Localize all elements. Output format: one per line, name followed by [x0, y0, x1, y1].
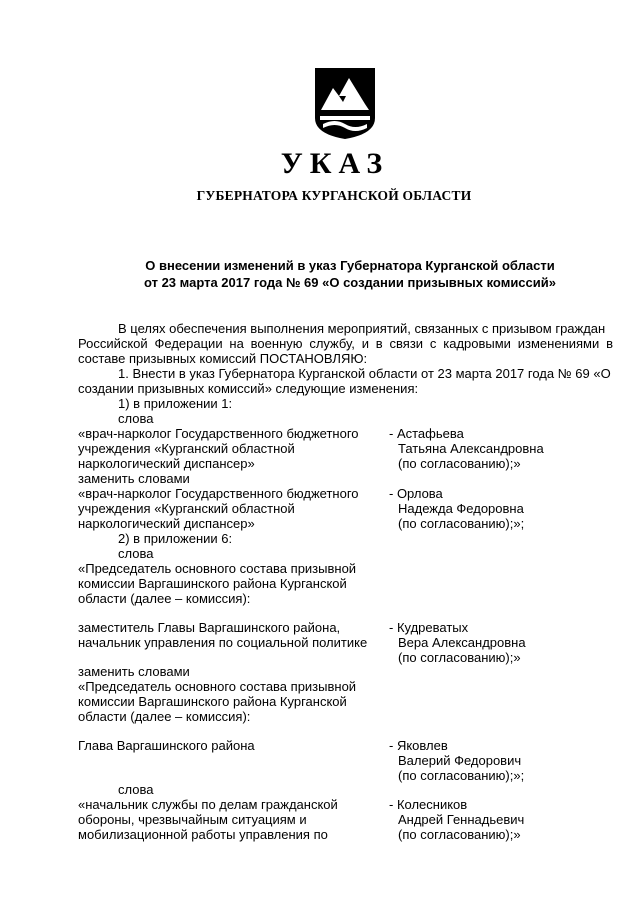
person-note: (по согласованию);» [398, 650, 521, 665]
quote-line: мобилизационной работы управления по [78, 827, 328, 842]
quote-line: области (далее – комиссия): [78, 709, 251, 724]
quote-line: начальник управления по социальной политике [78, 635, 368, 650]
person-name: Валерий Федорович [398, 753, 522, 768]
person-name: - Астафьева [389, 426, 464, 441]
quote-line: обороны, чрезвычайным ситуациям и [78, 812, 307, 827]
quote-line: учреждения «Курганский областной [78, 441, 295, 456]
kurgan-oblast-emblem-icon [313, 66, 377, 140]
subitem-heading: 1) в приложении 1: [118, 396, 233, 411]
quote-line: учреждения «Курганский областной [78, 501, 295, 516]
quote-line: области (далее – комиссия): [78, 591, 251, 606]
document-subtitle: ГУБЕРНАТОРА КУРГАНСКОЙ ОБЛАСТИ [196, 188, 472, 203]
list-item: заменить словами [78, 664, 190, 679]
quote-line: «начальник службы по делам гражданской [78, 797, 338, 812]
person-name: - Орлова [389, 486, 443, 501]
person-name: - Яковлев [389, 738, 448, 753]
quote-line: наркологический диспансер» [78, 456, 255, 471]
person-note: (по согласованию);» [398, 456, 521, 471]
paragraph-line: 1. Внести в указ Губернатора Курганской области от 23 марта 2017 года № 69 «О [118, 366, 611, 381]
quote-line: комиссии Варгашинского района Курганской [78, 576, 347, 591]
person-note: (по согласованию);» [398, 827, 521, 842]
paragraph-line: Российской Федерации на военную службу, и в связи с кадровыми изменениями в [78, 336, 613, 351]
subject-line-1: О внесении изменений в указ Губернатора Курганской области [145, 258, 555, 273]
paragraph-line: составе призывных комиссий ПОСТАНОВЛЯЮ: [78, 351, 368, 366]
quote-line: «Председатель основного состава призывной [78, 679, 357, 694]
paragraph-line: создании призывных комиссий» следующие изменения: [78, 381, 419, 396]
quote-line: Глава Варгашинского района [78, 738, 255, 753]
list-item: слова [118, 546, 154, 561]
subitem-heading: 2) в приложении 6: [118, 531, 233, 546]
quote-line: «врач-нарколог Государственного бюджетного [78, 486, 359, 501]
person-name: - Кудреватых [389, 620, 469, 635]
list-item: слова [118, 411, 154, 426]
subject-line-2: от 23 марта 2017 года № 69 «О создании призывных комиссий» [143, 275, 556, 290]
document-title: УКАЗ [280, 147, 390, 180]
person-name: Андрей Геннадьевич [398, 812, 525, 827]
person-note: (по согласованию);»; [398, 516, 525, 531]
person-name: Татьяна Александровна [398, 441, 544, 456]
person-name: Вера Александровна [398, 635, 526, 650]
person-name: - Колесников [389, 797, 468, 812]
person-note: (по согласованию);»; [398, 768, 525, 783]
quote-line: «Председатель основного состава призывной [78, 561, 357, 576]
quote-line: наркологический диспансер» [78, 516, 255, 531]
quote-line: заместитель Главы Варгашинского района, [78, 620, 341, 635]
list-item: заменить словами [78, 471, 190, 486]
quote-line: «врач-нарколог Государственного бюджетного [78, 426, 359, 441]
person-name: Надежда Федоровна [398, 501, 524, 516]
list-item: слова [118, 782, 154, 797]
quote-line: комиссии Варгашинского района Курганской [78, 694, 347, 709]
paragraph-line: В целях обеспечения выполнения мероприятий, связанных с призывом граждан [118, 321, 606, 336]
